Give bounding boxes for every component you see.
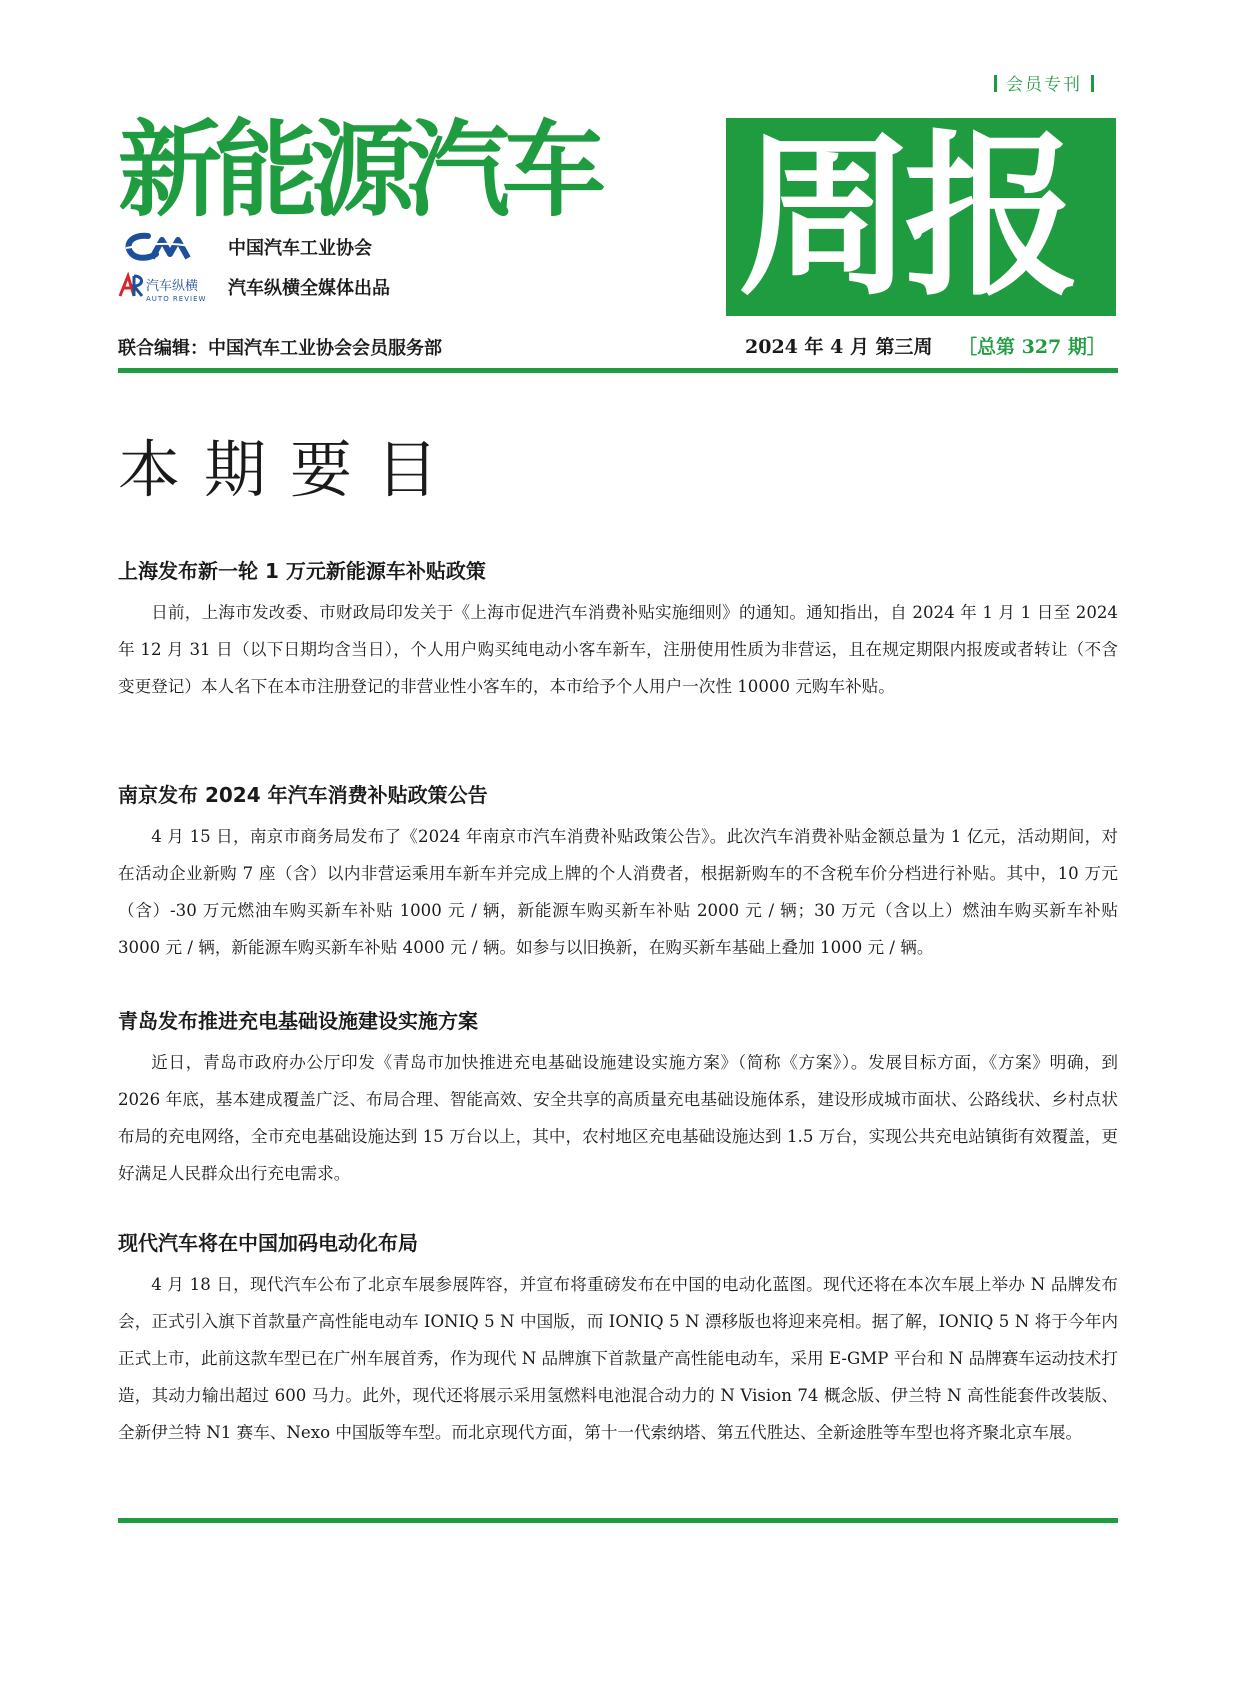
issue-number: ［总第 327 期］ — [958, 336, 1106, 358]
tag-bar-left — [994, 75, 997, 92]
footer-divider — [118, 1518, 1118, 1523]
publisher-auto-review — [118, 270, 538, 304]
article-body: 4 月 18 日，现代汽车公布了北京车展参展阵容，并宣布将重磅发布在中国的电动化蓝图。现代还将在本次车展上举办 N 品牌发布会，正式引入旗下首款量产高性能电动车 IONIQ 5 N 中国版，而 IONIQ 5 N 漂移版也将迎来亮相。据了解，IONIQ 5 N 将于今年内正式上市，此前这款车型已在广州车展首秀，作为现代 N 品牌旗下首款量产高性能电动车，采用 E-GMP 平台和 N 品牌赛车运动技术打造，其动力输出超过 600 马力。此外，现代还将展示采用氢燃料电池混合动力的 N Vision 74 概念版、伊兰特 N 高性能套件改装版、全新伊兰特 N1 赛车、Nexo 中国版等车型。而北京现代方面，第十一代索纳塔、第五代胜达、全新途胜等车型也将齐聚北京车展。 — [118, 1275, 1118, 1442]
article-hyundai — [118, 1228, 1118, 1451]
publisher-caam — [118, 230, 538, 264]
joint-editor: 联合编辑：中国汽车工业协会会员服务部 — [118, 338, 442, 359]
article-title: 南京发布 2024 年汽车消费补贴政策公告 — [118, 783, 488, 807]
article-qingdao — [118, 1006, 1118, 1192]
publisher-auto-review-name: 汽车纵横全媒体出品 — [228, 278, 390, 299]
member-tag-label: 会员专刊 — [1006, 75, 1082, 95]
article-nanjing — [118, 780, 1118, 966]
caam-logo-icon — [118, 230, 218, 264]
auto-review-logo-icon — [118, 270, 218, 304]
svg-text:AUTO REVIEW: AUTO REVIEW — [146, 295, 207, 303]
article-shanghai — [118, 556, 1118, 705]
issue-date: 2024 年 4 月 第三周 — [745, 336, 933, 358]
article-body: 近日，青岛市政府办公厅印发《青岛市加快推进充电基础设施建设实施方案》（简称《方案》）。发展目标方面，《方案》明确，到 2026 年底，基本建成覆盖广泛、布局合理、智能高效、安全共享的高质量充电基础设施体系，建设形成城市面状、公路线状、乡村点状布局的充电网络，全市充电基础设施达到 15 万台以上，其中，农村地区充电基础设施达到 1.5 万台，实现公共充电站镇街有效覆盖，更好满足人民群众出行充电需求。 — [118, 1053, 1118, 1183]
article-title: 青岛发布推进充电基础设施建设实施方案 — [118, 1009, 478, 1033]
section-title: 本期要目 — [118, 433, 463, 506]
weekly-label: 周报 — [738, 113, 1071, 320]
article-body: 日前，上海市发改委、市财政局印发关于《上海市促进汽车消费补贴实施细则》的通知。通知指出，自 2024 年 1 月 1 日至 2024 年 12 月 31 日（以下日期均含当日），个人用户购买纯电动小客车新车，注册使用性质为非营运，且在规定期限内报废或者转让（不含变更登记）本人名下在本市注册登记的非营业性小客车的，本市给予个人用户一次性 10000 元购车补贴。 — [118, 603, 1118, 696]
svg-text:汽车纵横: 汽车纵横 — [146, 279, 199, 294]
member-edition-tag — [985, 70, 1115, 95]
article-body: 4 月 15 日，南京市商务局发布了《2024 年南京市汽车消费补贴政策公告》。此次汽车消费补贴金额总量为 1 亿元，活动期间，对在活动企业新购 7 座（含）以内非营运乘用车新车并完成上牌的个人消费者，根据新购车的不含税车价分档进行补贴。其中，10 万元（含）-30 万元燃油车购买新车补贴 1000 元 / 辆，新能源车购买新车补贴 2000 元 / 辆；30 万元（含以上）燃油车购买新车补贴 3000 元 / 辆，新能源车购买新车补贴 4000 元 / 辆。如参与以旧换新，在购买新车基础上叠加 1000 元 / 辆。 — [118, 827, 1118, 957]
tag-bar-right — [1091, 75, 1094, 92]
weekly-badge — [726, 113, 1116, 320]
publisher-caam-name: 中国汽车工业协会 — [228, 238, 372, 259]
article-title: 现代汽车将在中国加码电动化布局 — [118, 1231, 418, 1255]
article-title: 上海发布新一轮 1 万元新能源车补贴政策 — [118, 559, 486, 583]
header-divider — [118, 368, 1118, 373]
masthead-title: 新能源汽车 — [118, 109, 599, 231]
